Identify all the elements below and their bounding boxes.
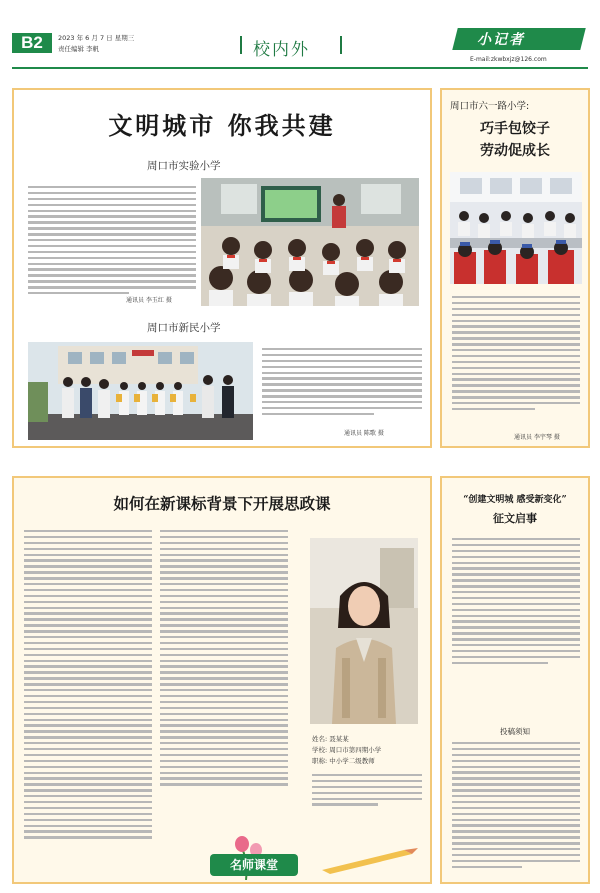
pencil-decoration — [314, 844, 420, 874]
byline-shiyan: 通讯员 李玉红 摄 — [126, 297, 172, 304]
politics-body-col2 — [160, 530, 288, 789]
dumpling-title-line1: 巧手包饺子 — [480, 121, 550, 137]
dumpling-title-line2: 劳动促成长 — [480, 143, 550, 159]
contest-rules-text — [452, 742, 580, 872]
photo-teacher-portrait — [310, 538, 418, 724]
issue-date: 2023 年 6 月 7 日 星期三 — [58, 34, 135, 42]
brand-title: 小记者 — [477, 32, 525, 48]
dumpling-kicker: 周口市六一路小学: — [450, 101, 530, 112]
teacher-profile-notes — [312, 774, 422, 809]
group-photo-illustration — [28, 342, 253, 440]
school-subhead-shiyan: 周口市实验小学 — [147, 160, 221, 172]
contest-title-line1: “创建文明城 感受新变化” — [463, 495, 567, 505]
profile-title: 职称: 中小学二级教师 — [312, 757, 375, 765]
contact-email: E-mail:zkwbxjz@126.com — [470, 56, 547, 63]
article-essay-contest — [440, 476, 590, 884]
section-divider-right — [340, 36, 342, 54]
photo-students-group — [28, 342, 253, 440]
section-name: 校内外 — [253, 40, 310, 60]
photo-classroom — [201, 178, 419, 306]
politics-body-col1 — [24, 530, 152, 842]
editor-credit: 责任编辑 李帆 — [58, 45, 100, 53]
politics-title: 如何在新课标背景下开展思政课 — [113, 494, 331, 513]
profile-name: 姓名: 聂某某 — [312, 735, 349, 743]
dumpling-photo-illustration — [450, 172, 582, 284]
teacher-profile — [312, 734, 422, 767]
profile-school: 学校: 周口市第四期小学 — [312, 746, 382, 754]
article-civilized-city — [12, 88, 432, 448]
teacher-portrait-illustration — [310, 538, 418, 724]
pencil-icon — [314, 844, 420, 874]
header-rule — [12, 67, 588, 69]
school-subhead-xinmin: 周口市新民小学 — [147, 322, 221, 334]
section-divider-left — [240, 36, 242, 54]
contest-rules-heading: 投稿须知 — [500, 727, 530, 736]
byline-dumpling: 通讯员 李宇琴 摄 — [514, 434, 560, 441]
column-tag-badge: 名师课堂 — [210, 854, 298, 876]
article-body-xinmin — [262, 348, 422, 419]
page-number-badge: B2 — [12, 33, 52, 53]
article-title: 文明城市 你我共建 — [108, 111, 336, 140]
dumpling-body-text — [452, 296, 580, 414]
article-politics-lesson — [12, 476, 432, 884]
article-dumplings — [440, 88, 590, 448]
article-body-shiyan — [28, 186, 196, 298]
byline-xinmin: 通讯员 陈歌 摄 — [344, 430, 384, 437]
contest-intro-text — [452, 538, 580, 668]
page-header — [0, 0, 600, 76]
classroom-illustration — [201, 178, 419, 306]
contest-title-line2: 征文启事 — [493, 512, 537, 525]
photo-dumpling-class — [450, 172, 582, 284]
